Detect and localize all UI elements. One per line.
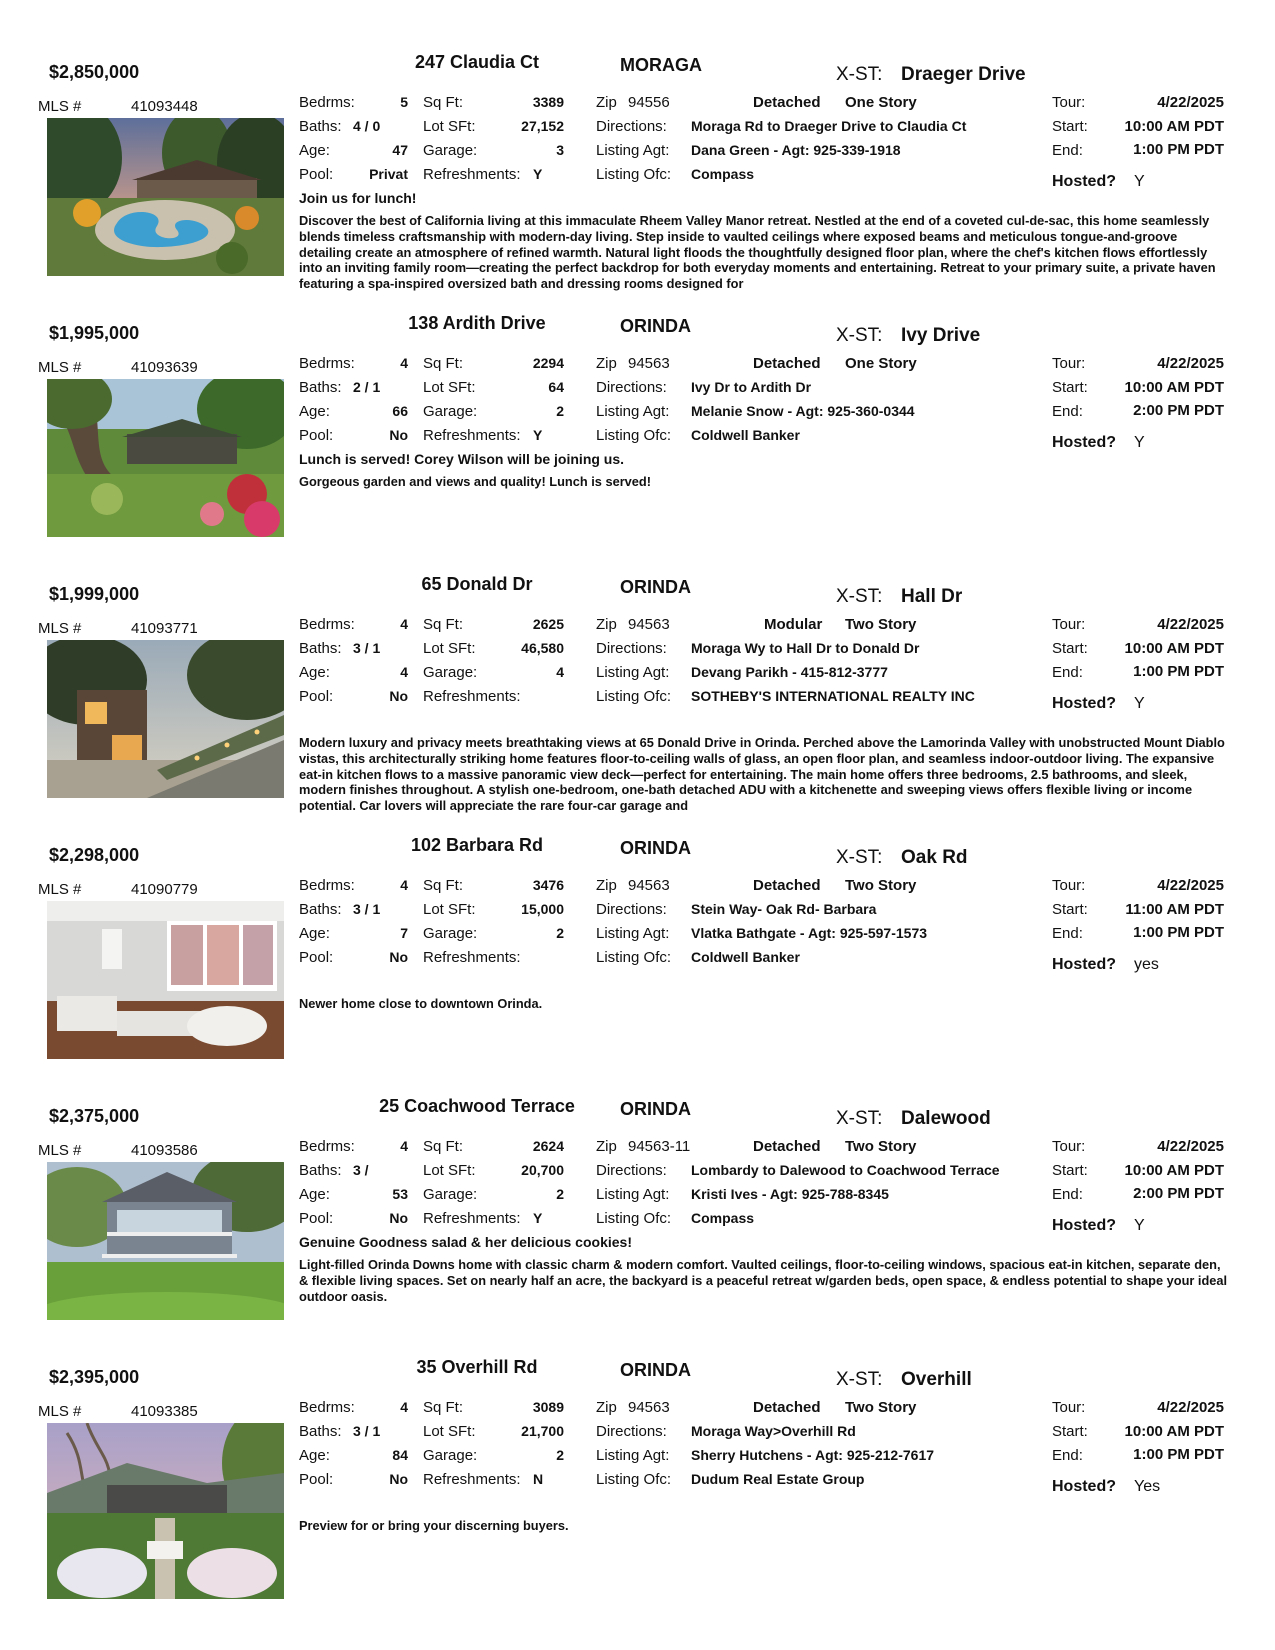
hosted-label: Hosted?: [1052, 173, 1116, 190]
hosted-label: Hosted?: [1052, 1217, 1116, 1234]
sqft-value: 3389: [532, 94, 564, 110]
lot-sqft-value: 20,700: [521, 1162, 564, 1178]
listing-card: [0, 835, 1275, 1099]
tour-date: 4/22/2025: [1157, 1138, 1224, 1155]
cross-street-label: X-ST:: [836, 1369, 883, 1390]
listing-office-label: Listing Ofc:: [596, 949, 672, 966]
pool-label: Pool:: [299, 166, 334, 183]
bedrms-label: Bedrms:: [299, 1399, 355, 1416]
zip-value: 94563: [628, 616, 670, 633]
listing-agent-value: Devang Parikh - 415-812-3777: [691, 664, 888, 680]
mls-number: 41093771: [131, 620, 198, 637]
listing-remarks: Modern luxury and privacy meets breathtaking views at 65 Donald Drive in Orinda. Perched above the Lamorinda Valley with unobstructed Mount Diablo vistas, this architecturally striking home features floor-to-ceiling walls of glass, an open floor plan, and seamless indoor-outdoor living. The expansive eat-in kitchen flows to a massive panoramic view deck—perfect for entertaining. The main home offers three bedrooms, 2.5 bathrooms, and sleek, modern finishes throughout. A stylish one-bedroom, one-bath detached ADU with a kitchenette and sweeping views offers flexible living or income potential. Car lovers will appreciate the rare four-car garage and: [299, 735, 1225, 814]
start-label: Start:: [1052, 901, 1088, 918]
lot-sqft-value: 21,700: [521, 1423, 564, 1439]
start-time: 10:00 AM PDT: [1124, 118, 1224, 135]
bedrms-label: Bedrms:: [299, 1138, 355, 1155]
listing-agent-label: Listing Agt:: [596, 142, 670, 159]
age-value: 47: [392, 142, 408, 158]
mls-label: MLS #: [38, 359, 82, 376]
cross-street-label: X-ST:: [836, 325, 883, 346]
cross-street: Overhill: [901, 1369, 972, 1390]
sqft-label: Sq Ft:: [423, 1138, 464, 1155]
sqft-value: 3089: [532, 1399, 564, 1415]
pool-label: Pool:: [299, 1471, 334, 1488]
end-label: End:: [1052, 403, 1083, 420]
listing-price: $2,850,000: [49, 62, 140, 82]
listing-address: 65 Donald Dr: [421, 574, 533, 594]
end-label: End:: [1052, 664, 1083, 681]
sqft-value: 2625: [532, 616, 564, 632]
end-time: 1:00 PM PDT: [1133, 141, 1224, 158]
garage-value: 2: [556, 403, 564, 419]
lot-sqft-label: Lot SFt:: [423, 1423, 476, 1440]
directions-value: Ivy Dr to Ardith Dr: [691, 379, 812, 395]
tour-label: Tour:: [1052, 616, 1086, 633]
zip-value: 94563-11: [628, 1138, 691, 1155]
listing-office-label: Listing Ofc:: [596, 688, 672, 705]
lot-sqft-label: Lot SFt:: [423, 118, 476, 135]
listing-card: [0, 1096, 1275, 1360]
listing-price: $1,999,000: [49, 584, 140, 604]
pool-label: Pool:: [299, 1210, 334, 1227]
listing-agent-label: Listing Agt:: [596, 1447, 670, 1464]
bedrms-value: 4: [400, 616, 408, 632]
sqft-label: Sq Ft:: [423, 355, 464, 372]
zip-label: Zip: [596, 877, 617, 894]
listing-photo: [47, 1423, 284, 1599]
start-time: 10:00 AM PDT: [1124, 640, 1224, 657]
property-type: Detached: [753, 1138, 821, 1155]
listing-office-value: Dudum Real Estate Group: [691, 1471, 865, 1487]
refreshments-label: Refreshments:: [423, 1210, 521, 1227]
tour-date: 4/22/2025: [1157, 616, 1224, 633]
age-label: Age:: [299, 142, 330, 159]
story-count: One Story: [845, 94, 917, 111]
end-label: End:: [1052, 142, 1083, 159]
listing-office-label: Listing Ofc:: [596, 1471, 672, 1488]
baths-value: 2 / 1: [353, 379, 381, 395]
listing-remarks: Gorgeous garden and views and quality! Lunch is served!: [299, 474, 651, 489]
baths-label: Baths:: [299, 640, 342, 657]
cross-street: Hall Dr: [901, 586, 963, 607]
garage-value: 2: [556, 1186, 564, 1202]
story-count: Two Story: [845, 1138, 917, 1155]
listing-remarks: Light-filled Orinda Downs home with classic charm & modern comfort. Vaulted ceilings, floor-to-ceiling windows, spacious eat-in kitchen, separate den, & flexible living spaces. Set on nearly half an acre, the backyard is a peaceful retreat w/garden beds, open space, & endless potential to shape your ideal outdoor oasis.: [299, 1257, 1228, 1304]
bedrms-value: 4: [400, 355, 408, 371]
listing-office-value: Coldwell Banker: [691, 427, 800, 443]
baths-value: 3 /: [353, 1162, 369, 1178]
listing-price: $2,298,000: [49, 845, 140, 865]
directions-value: Stein Way- Oak Rd- Barbara: [691, 901, 877, 917]
zip-label: Zip: [596, 616, 617, 633]
garage-value: 2: [556, 1447, 564, 1463]
directions-label: Directions:: [596, 901, 667, 918]
directions-value: Moraga Wy to Hall Dr to Donald Dr: [691, 640, 920, 656]
listing-note: Lunch is served! Corey Wilson will be joining us.: [299, 451, 625, 467]
baths-value: 3 / 1: [353, 640, 381, 656]
start-label: Start:: [1052, 1423, 1088, 1440]
baths-value: 4 / 0: [353, 118, 381, 134]
mls-number: 41093448: [131, 98, 198, 115]
sqft-label: Sq Ft:: [423, 94, 464, 111]
zip-value: 94556: [628, 94, 670, 111]
age-label: Age:: [299, 1186, 330, 1203]
baths-label: Baths:: [299, 901, 342, 918]
listing-address: 247 Claudia Ct: [414, 52, 540, 72]
listing-agent-label: Listing Agt:: [596, 1186, 670, 1203]
listing-agent-value: Dana Green - Agt: 925-339-1918: [691, 142, 901, 158]
start-label: Start:: [1052, 640, 1088, 657]
pool-label: Pool:: [299, 427, 334, 444]
refreshments-value: Y: [533, 427, 543, 443]
zip-value: 94563: [628, 877, 670, 894]
tour-label: Tour:: [1052, 877, 1086, 894]
tour-date: 4/22/2025: [1157, 94, 1224, 111]
listing-agent-value: Melanie Snow - Agt: 925-360-0344: [691, 403, 915, 419]
start-label: Start:: [1052, 379, 1088, 396]
lot-sqft-label: Lot SFt:: [423, 901, 476, 918]
pool-value: No: [389, 427, 408, 443]
garage-label: Garage:: [423, 1447, 478, 1464]
listing-note: Genuine Goodness salad & her delicious cookies!: [299, 1234, 632, 1250]
listing-office-value: SOTHEBY'S INTERNATIONAL REALTY INC: [691, 688, 975, 704]
tour-label: Tour:: [1052, 1138, 1086, 1155]
baths-value: 3 / 1: [353, 1423, 381, 1439]
property-type: Detached: [753, 94, 821, 111]
listing-office-label: Listing Ofc:: [596, 1210, 672, 1227]
listing-photo: [47, 640, 284, 798]
bedrms-value: 4: [400, 1399, 408, 1415]
baths-label: Baths:: [299, 118, 342, 135]
age-value: 53: [392, 1186, 408, 1202]
directions-value: Moraga Rd to Draeger Drive to Claudia Ct: [691, 118, 967, 134]
sqft-label: Sq Ft:: [423, 1399, 464, 1416]
hosted-value: Y: [1134, 173, 1145, 190]
sqft-value: 2624: [532, 1138, 564, 1154]
listing-address: 102 Barbara Rd: [410, 835, 544, 855]
listing-card: [0, 52, 1275, 316]
listing-price: $2,375,000: [49, 1106, 140, 1126]
listing-photo: [47, 1162, 284, 1320]
hosted-label: Hosted?: [1052, 956, 1116, 973]
listing-photo: [47, 379, 284, 537]
age-value: 7: [400, 925, 408, 941]
start-time: 10:00 AM PDT: [1124, 1423, 1224, 1440]
tour-date: 4/22/2025: [1157, 1399, 1224, 1416]
refreshments-value: Y: [533, 1210, 543, 1226]
listing-city: ORINDA: [620, 577, 691, 597]
listing-city: ORINDA: [620, 1099, 691, 1119]
mls-number: 41093586: [131, 1142, 198, 1159]
pool-label: Pool:: [299, 949, 334, 966]
listing-price: $2,395,000: [49, 1367, 140, 1387]
hosted-label: Hosted?: [1052, 1478, 1116, 1495]
directions-label: Directions:: [596, 640, 667, 657]
bedrms-label: Bedrms:: [299, 94, 355, 111]
cross-street-label: X-ST:: [836, 847, 883, 868]
story-count: Two Story: [845, 616, 917, 633]
bedrms-value: 5: [400, 94, 408, 110]
listing-price: $1,995,000: [49, 323, 140, 343]
hosted-value: Y: [1134, 1217, 1145, 1234]
mls-label: MLS #: [38, 1403, 82, 1420]
age-label: Age:: [299, 1447, 330, 1464]
garage-label: Garage:: [423, 142, 478, 159]
zip-label: Zip: [596, 355, 617, 372]
listing-city: ORINDA: [620, 1360, 691, 1380]
end-label: End:: [1052, 1447, 1083, 1464]
listing-card: [0, 313, 1275, 577]
story-count: Two Story: [845, 877, 917, 894]
garage-label: Garage:: [423, 664, 478, 681]
listing-remarks: Preview for or bring your discerning buyers.: [299, 1518, 569, 1533]
cross-street: Dalewood: [901, 1108, 991, 1129]
baths-label: Baths:: [299, 1162, 342, 1179]
start-time: 11:00 AM PDT: [1125, 901, 1224, 918]
cross-street-label: X-ST:: [836, 586, 883, 607]
story-count: Two Story: [845, 1399, 917, 1416]
bedrms-value: 4: [400, 1138, 408, 1154]
bedrms-value: 4: [400, 877, 408, 893]
zip-label: Zip: [596, 94, 617, 111]
listing-office-value: Compass: [691, 166, 755, 182]
directions-value: Moraga Way>Overhill Rd: [691, 1423, 856, 1439]
listing-office-label: Listing Ofc:: [596, 166, 672, 183]
zip-value: 94563: [628, 355, 670, 372]
listing-city: MORAGA: [620, 55, 702, 75]
age-value: 4: [400, 664, 408, 680]
listing-office-value: Compass: [691, 1210, 755, 1226]
listing-agent-value: Sherry Hutchens - Agt: 925-212-7617: [691, 1447, 935, 1463]
listing-agent-value: Kristi Ives - Agt: 925-788-8345: [691, 1186, 889, 1202]
mls-label: MLS #: [38, 881, 82, 898]
listing-address: 138 Ardith Drive: [408, 313, 546, 333]
garage-label: Garage:: [423, 925, 478, 942]
refreshments-label: Refreshments:: [423, 166, 521, 183]
refreshments-label: Refreshments:: [423, 1471, 521, 1488]
mls-label: MLS #: [38, 98, 82, 115]
listing-photo: [47, 118, 284, 276]
zip-value: 94563: [628, 1399, 670, 1416]
pool-value: No: [389, 949, 408, 965]
age-value: 84: [392, 1447, 408, 1463]
mls-number: 41093385: [131, 1403, 198, 1420]
hosted-value: Yes: [1134, 1478, 1161, 1495]
directions-label: Directions:: [596, 379, 667, 396]
tour-label: Tour:: [1052, 94, 1086, 111]
hosted-value: Y: [1134, 695, 1145, 712]
listing-office-value: Coldwell Banker: [691, 949, 800, 965]
listing-photo: [47, 901, 284, 1059]
end-time: 1:00 PM PDT: [1133, 1446, 1224, 1463]
property-type: Modular: [764, 616, 823, 633]
directions-label: Directions:: [596, 1162, 667, 1179]
hosted-label: Hosted?: [1052, 434, 1116, 451]
sqft-label: Sq Ft:: [423, 616, 464, 633]
bedrms-label: Bedrms:: [299, 616, 355, 633]
pool-value: No: [389, 1471, 408, 1487]
age-label: Age:: [299, 664, 330, 681]
pool-value: No: [389, 688, 408, 704]
lot-sqft-value: 15,000: [521, 901, 564, 917]
zip-label: Zip: [596, 1138, 617, 1155]
listing-remarks: Newer home close to downtown Orinda.: [299, 996, 543, 1011]
mls-number: 41093639: [131, 359, 198, 376]
listing-agent-value: Vlatka Bathgate - Agt: 925-597-1573: [691, 925, 928, 941]
bedrms-label: Bedrms:: [299, 877, 355, 894]
sqft-value: 2294: [532, 355, 564, 371]
listing-agent-label: Listing Agt:: [596, 925, 670, 942]
tour-date: 4/22/2025: [1157, 877, 1224, 894]
listing-office-label: Listing Ofc:: [596, 427, 672, 444]
lot-sqft-label: Lot SFt:: [423, 1162, 476, 1179]
property-type: Detached: [753, 877, 821, 894]
cross-street-label: X-ST:: [836, 64, 883, 85]
end-label: End:: [1052, 925, 1083, 942]
age-label: Age:: [299, 403, 330, 420]
baths-label: Baths:: [299, 1423, 342, 1440]
directions-label: Directions:: [596, 1423, 667, 1440]
pool-value: No: [389, 1210, 408, 1226]
mls-number: 41090779: [131, 881, 198, 898]
start-label: Start:: [1052, 118, 1088, 135]
hosted-value: Y: [1134, 434, 1145, 451]
listing-agent-label: Listing Agt:: [596, 664, 670, 681]
hosted-label: Hosted?: [1052, 695, 1116, 712]
end-time: 2:00 PM PDT: [1133, 402, 1224, 419]
refreshments-label: Refreshments:: [423, 427, 521, 444]
property-type: Detached: [753, 355, 821, 372]
zip-label: Zip: [596, 1399, 617, 1416]
tour-label: Tour:: [1052, 1399, 1086, 1416]
directions-label: Directions:: [596, 118, 667, 135]
mls-label: MLS #: [38, 1142, 82, 1159]
refreshments-label: Refreshments:: [423, 949, 521, 966]
lot-sqft-value: 46,580: [521, 640, 564, 656]
lot-sqft-label: Lot SFt:: [423, 640, 476, 657]
listing-city: ORINDA: [620, 838, 691, 858]
listing-address: 25 Coachwood Terrace: [379, 1096, 575, 1116]
sqft-value: 3476: [532, 877, 564, 893]
start-time: 10:00 AM PDT: [1124, 379, 1224, 396]
garage-value: 3: [556, 142, 564, 158]
end-time: 1:00 PM PDT: [1133, 663, 1224, 680]
bedrms-label: Bedrms:: [299, 355, 355, 372]
story-count: One Story: [845, 355, 917, 372]
cross-street: Oak Rd: [901, 847, 968, 868]
lot-sqft-label: Lot SFt:: [423, 379, 476, 396]
garage-value: 2: [556, 925, 564, 941]
listing-address: 35 Overhill Rd: [416, 1357, 538, 1377]
baths-value: 3 / 1: [353, 901, 381, 917]
directions-value: Lombardy to Dalewood to Coachwood Terrace: [691, 1162, 1000, 1178]
garage-label: Garage:: [423, 1186, 478, 1203]
cross-street-label: X-ST:: [836, 1108, 883, 1129]
lot-sqft-value: 27,152: [521, 118, 564, 134]
listing-card: [0, 1357, 1275, 1621]
end-time: 2:00 PM PDT: [1133, 1185, 1224, 1202]
listing-city: ORINDA: [620, 316, 691, 336]
age-value: 66: [392, 403, 408, 419]
garage-value: 4: [556, 664, 564, 680]
start-label: Start:: [1052, 1162, 1088, 1179]
age-label: Age:: [299, 925, 330, 942]
refreshments-label: Refreshments:: [423, 688, 521, 705]
end-label: End:: [1052, 1186, 1083, 1203]
pool-label: Pool:: [299, 688, 334, 705]
listing-remarks: Discover the best of California living at this immaculate Rheem Valley Manor retreat. Nestled at the end of a coveted cul-de-sac, this home seamlessly blends timeless craftsmanship with modern-day living. Step inside to vaulted ceilings where exposed beams and meticulous tongue-and-groove detailing create an atmosphere of refined warmth. Natural light floods the thoughtfully designed floor plan, where the chef's kitchen flows effortlessly into an inviting family room—creating the perfect backdrop for both everyday moments and entertaining. Retreat to your primary suite, a private haven featuring a spa-inspired oversized bath and dressing rooms designed for: [299, 213, 1216, 292]
listing-note: Join us for lunch!: [299, 190, 417, 206]
refreshments-value: N: [533, 1471, 544, 1487]
mls-label: MLS #: [38, 620, 82, 637]
listing-card: [0, 574, 1275, 838]
lot-sqft-value: 64: [548, 379, 564, 395]
pool-value: Privat: [369, 166, 408, 182]
start-time: 10:00 AM PDT: [1124, 1162, 1224, 1179]
cross-street: Ivy Drive: [901, 325, 981, 346]
tour-date: 4/22/2025: [1157, 355, 1224, 372]
cross-street: Draeger Drive: [901, 64, 1026, 85]
refreshments-value: Y: [533, 166, 543, 182]
garage-label: Garage:: [423, 403, 478, 420]
hosted-value: yes: [1134, 956, 1159, 973]
listing-agent-label: Listing Agt:: [596, 403, 670, 420]
baths-label: Baths:: [299, 379, 342, 396]
property-type: Detached: [753, 1399, 821, 1416]
sqft-label: Sq Ft:: [423, 877, 464, 894]
end-time: 1:00 PM PDT: [1133, 924, 1224, 941]
tour-label: Tour:: [1052, 355, 1086, 372]
